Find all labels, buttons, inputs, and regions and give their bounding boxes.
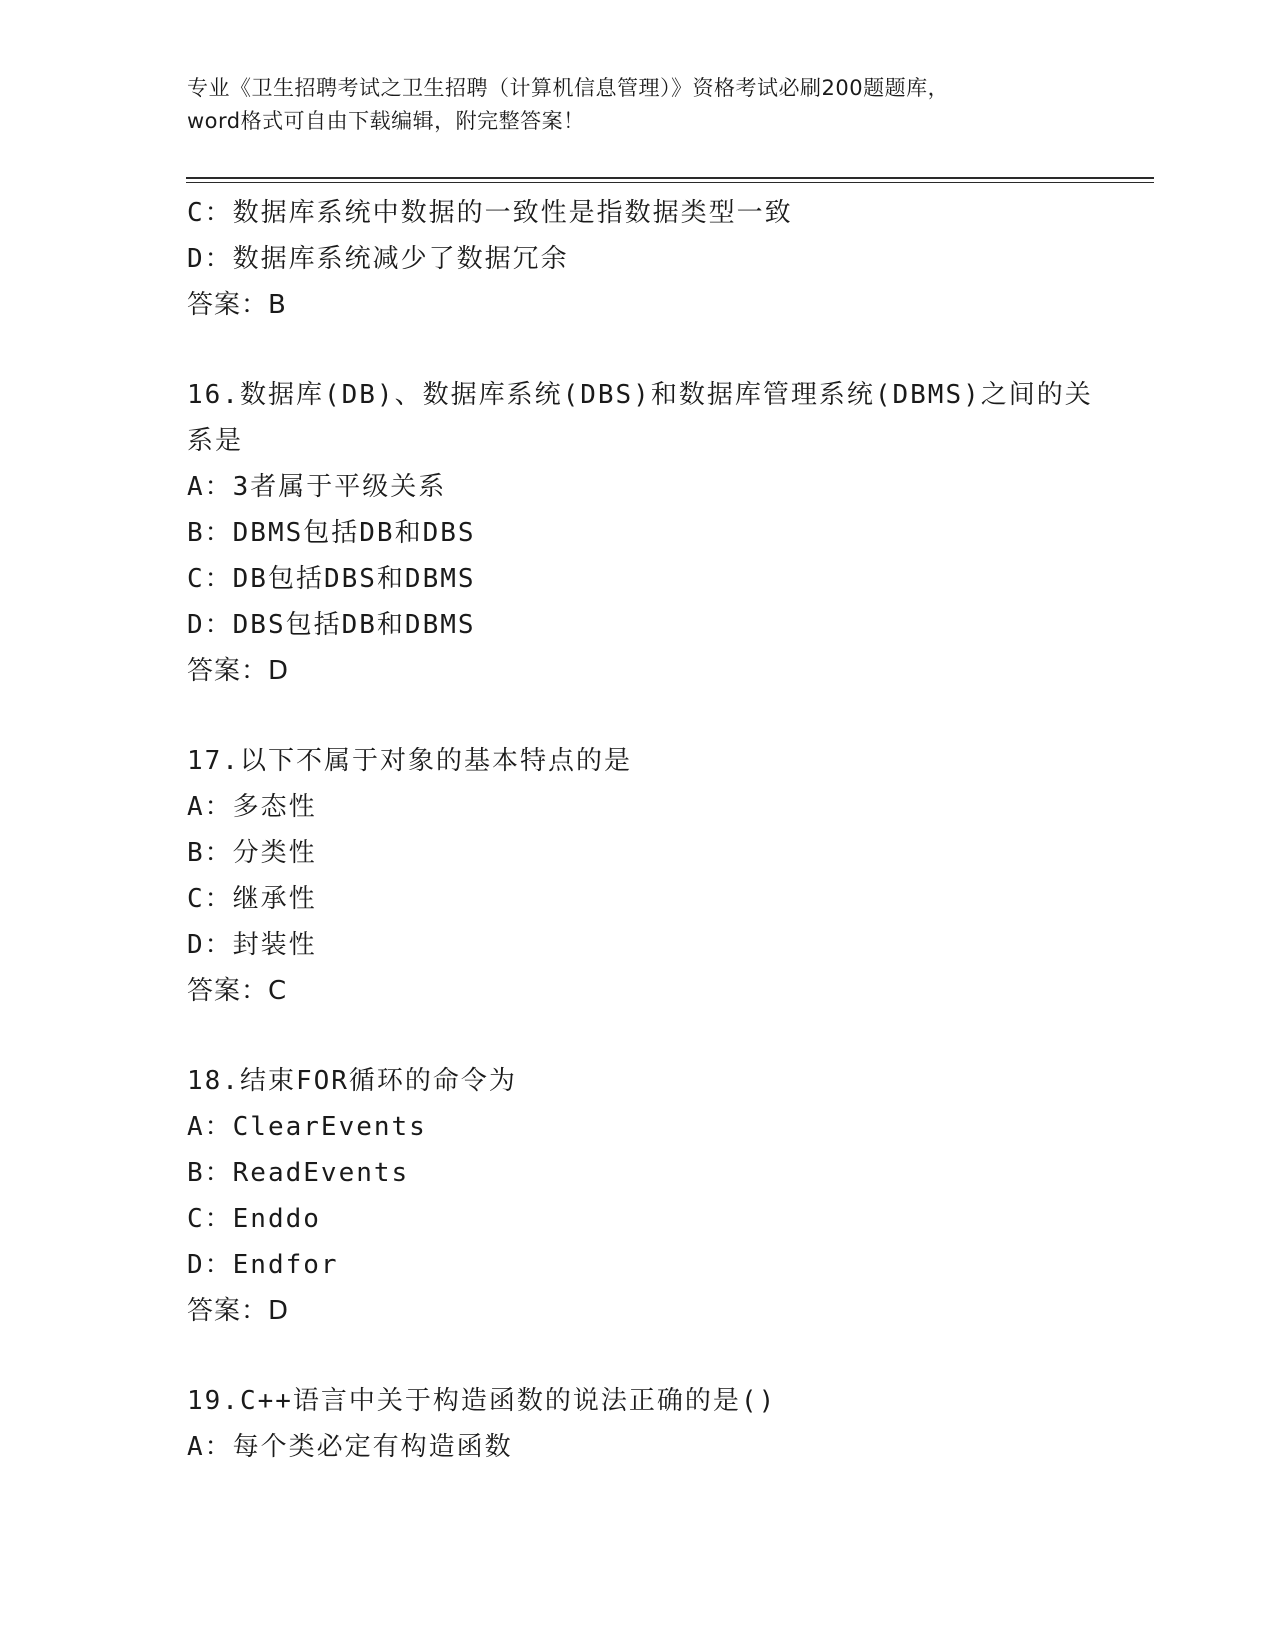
spacer <box>187 1014 1107 1058</box>
option-a: A：每个类必定有构造函数 <box>187 1432 513 1462</box>
option-b: B：DBMS包括DB和DBS <box>187 518 476 548</box>
option-a: A：ClearEvents <box>187 1112 427 1142</box>
option-d: D：DBS包括DB和DBMS <box>187 610 476 640</box>
header-title-line-1: 专业《卫生招聘考试之卫生招聘（计算机信息管理）》资格考试必刷200题题库， <box>187 76 950 100</box>
question-text: 18.结束FOR循环的命令为 <box>187 1066 517 1096</box>
spacer <box>187 328 1107 372</box>
option-a: A：多态性 <box>187 792 317 822</box>
option-c: C：继承性 <box>187 884 317 914</box>
option-b: B：分类性 <box>187 838 317 868</box>
option-a: A：3者属于平级关系 <box>187 472 447 502</box>
question-text-line-1: 16.数据库(DB)、数据库系统(DBS)和数据库管理系统(DBMS)之间的关 <box>187 380 1093 410</box>
option-d: D：封装性 <box>187 930 317 960</box>
question-18 <box>187 1058 1107 1334</box>
spacer <box>187 694 1107 738</box>
question-text-line-2: 系是 <box>187 426 244 456</box>
question-16 <box>187 372 1107 694</box>
header-divider-thick <box>186 177 1154 179</box>
answer: 答案：D <box>187 1296 290 1326</box>
option-b: B：ReadEvents <box>187 1158 410 1188</box>
option-c: C：Enddo <box>187 1204 321 1234</box>
question-text: 17.以下不属于对象的基本特点的是 <box>187 746 632 776</box>
document-header <box>187 72 1087 138</box>
question-text: 19.C++语言中关于构造函数的说法正确的是() <box>187 1386 777 1416</box>
option-d: D：Endfor <box>187 1250 339 1280</box>
question-19 <box>187 1378 1107 1470</box>
answer: 答案：C <box>187 976 288 1006</box>
option-c: C：数据库系统中数据的一致性是指数据类型一致 <box>187 198 793 228</box>
question-15-tail <box>187 190 1107 328</box>
header-title-line-2: word格式可自由下载编辑，附完整答案！ <box>187 109 585 133</box>
option-c: C：DB包括DBS和DBMS <box>187 564 476 594</box>
answer: 答案：B <box>187 290 287 320</box>
option-d: D：数据库系统减少了数据冗余 <box>187 244 569 274</box>
spacer <box>187 1334 1107 1378</box>
question-list <box>187 190 1107 1470</box>
question-17 <box>187 738 1107 1014</box>
answer: 答案：D <box>187 656 290 686</box>
header-divider-thin <box>186 182 1154 183</box>
